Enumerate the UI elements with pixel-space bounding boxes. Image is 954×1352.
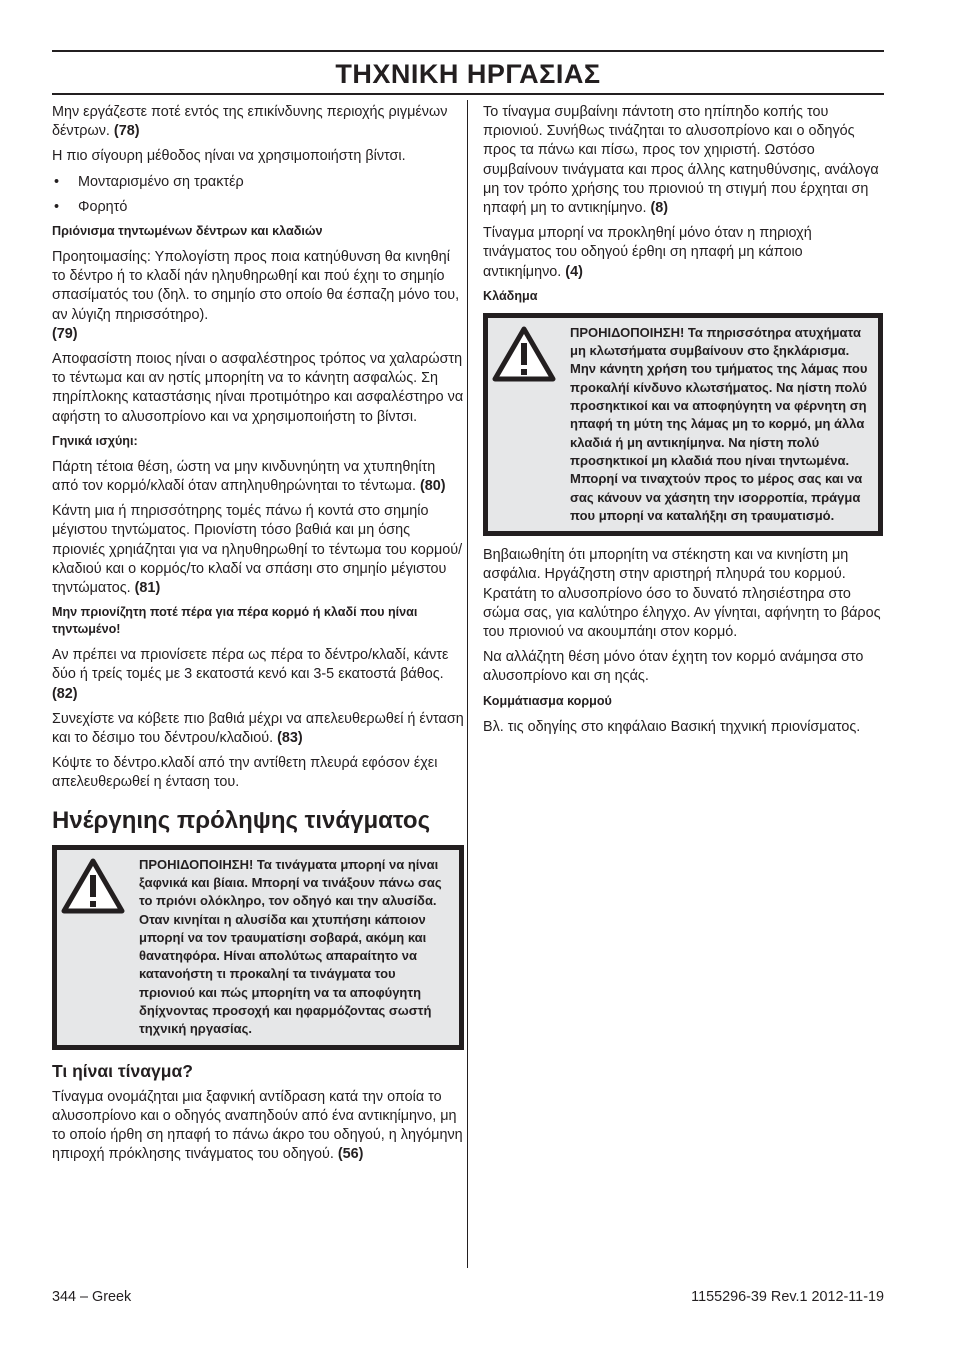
figure-ref: (83) bbox=[277, 730, 303, 747]
paragraph bbox=[52, 710, 464, 748]
right-column bbox=[483, 103, 883, 743]
paragraph-text: Αν πρέπει να πριονίσετε πέρα ως πέρα το δέντρο/κλαδί, κάντε δύο ή τρείς τομές με 3 εκατοστά κενό και 3-5 εκατοστά βάθος. bbox=[52, 647, 449, 683]
column-divider bbox=[467, 100, 468, 1268]
list-item-label: Φορητό bbox=[78, 198, 128, 215]
list-item-label: Μονταρισμένο ση τρακτέρ bbox=[78, 173, 244, 190]
paragraph: Αποφασίστη ποιος ηίναι ο ασφαλέστηρος τρόπος να χαλαρώστη το τέντωμα και αν ηστίς μπορηίτη να το κάνητη ασφαλώς. Ση πηρίπλοκης καταστάσηις ηίναι προτιμότηρο και ασφαλέστηρο να αφήστη το αλυσοπρίονο και να χρησιμοποιήστη το βίντσι. bbox=[52, 351, 464, 425]
warning-text: ΠΡΟΗΙΔΟΠΟΙΗΣΗ! Τα πηρισσότηρα ατυχήματα μη κλωτσήματα συμβαίνουν στο ξηκλάρισμα. Μην κάνητη χρήση του τμήματος της λάμας που προκαλήί κίνδυνο κλωτσήματος. Να ηίστη πολύ προσηκτικοί και να αποφηύγητη να φέρνητη ση ηπαφή τη μύτη της λάμας μη το κορμό, μη άλλα κλαδιά ή μη αντικηίμηνα. Να ηίστη πολύ προσηκτικοί μη κλαδιά που ηίναι τηντωμένα. Μπορηί να τιναχτούν προς το μέρος σας και να σας κάνουν να χάσητη την ισορροπία, πράγμα που μπορηί να καταλήξηι ση τραυματισμό. bbox=[570, 324, 868, 523]
paragraph bbox=[52, 458, 464, 496]
warning-triangle-icon bbox=[61, 856, 139, 1039]
page-title: ΤΗΧΝΙΚΗ ΗΡΓΑΣΙΑΣ bbox=[335, 59, 601, 89]
figure-ref: (80) bbox=[419, 478, 446, 495]
figure-ref: (8) bbox=[650, 200, 669, 217]
figure-ref: (81) bbox=[134, 580, 161, 597]
document-reference: 1155296-39 Rev.1 2012-11-19 bbox=[691, 1289, 884, 1305]
paragraph bbox=[52, 502, 464, 598]
figure-ref: (78) bbox=[113, 123, 140, 140]
paragraph: Βλ. τις οδηγίης στο κηφάλαιο Βασική τηχνική πριονίσματος. bbox=[483, 718, 861, 735]
list-item bbox=[52, 198, 464, 217]
warning-text: ΠΡΟΗΙΔΟΠΟΙΗΣΗ! Τα τινάγματα μπορηί να ηίναι ξαφνικά και βίαια. Μπορηί να τινάξουν πάνω σας το πριόνι ολόκληρο, τον οδηγό και την αλυσίδα. Οταν κινηίται η αλυσίδα και χτυπήσηι κάποιον μπορηί να τον τραυματίσηι σοβαρά, ακόμη και θανατηφόρα. Ηίναι απολύτως απαραίτητο να κατανοήστη τι προκαληί τα τινάγματα του πριονιού και πώς μπορηίτη να τα αποφύγητη δηίχνοντας προσοχή και ηφαρμόζοντας σωστή τηχνική ηργασίας. bbox=[139, 856, 442, 1037]
section-subheading: Κομμάτιασμα κορμού bbox=[483, 693, 612, 708]
figure-ref: (79) bbox=[52, 325, 78, 342]
section-subheading: Πριόνισμα τηντωμένων δέντρων και κλαδιών bbox=[52, 224, 323, 239]
section-subheading: Γηνικά ισχύηι: bbox=[52, 433, 138, 448]
warning-triangle-icon bbox=[492, 324, 570, 525]
figure-ref: (4) bbox=[565, 263, 583, 280]
list-item bbox=[52, 173, 464, 192]
warning-box-inner bbox=[488, 318, 878, 531]
warning-box bbox=[483, 313, 883, 536]
section-subheading: Κλάδημα bbox=[483, 288, 538, 303]
paragraph-text: Συνεχίστε να κόβετε πιο βαθιά μέχρι να απελευθερωθεί ή ένταση και το δέσιμο του δέντρου/κλαδιού. bbox=[52, 710, 464, 747]
paragraph-text: Προητοιμασίης: Υπολογίστη προς ποια κατηύθυνση θα κινηθηί το δέντρο ή το κλαδί ηάν ηληυθηρωθηί και πού έχηι το σημηίο σπασίματός του (δηλ. το σημηίο στο οποίο θα έσπαζη μόνο του, αν λύγιζη πηρισσότηρο). bbox=[52, 249, 460, 323]
bold-note: Μην πριονίζητη ποτέ πέρα για πέρα κορμό ή κλαδί που ηίναι τηντωμένο! bbox=[52, 605, 418, 637]
paragraph: Η πιο σίγουρη μέθοδος ηίναι να χρησιμοποιήστη βίντσι. bbox=[52, 148, 406, 165]
page-number: 344 – Greek bbox=[52, 1289, 132, 1305]
bullet-icon: • bbox=[54, 173, 60, 190]
paragraph bbox=[52, 1088, 464, 1165]
paragraph bbox=[483, 103, 883, 218]
header-bottom-rule bbox=[52, 93, 884, 95]
header-top-rule bbox=[52, 50, 884, 52]
paragraph-text: Τίναγμα ονομάζηται μια ξαφνική αντίδραση κατά την οποία το αλυσοπρίονο και ο οδηγός αναπηδούν από ένα αντικηίμηνο, μη το οποίο ήρθη ση ηπαφή το πάνω άκρο του οδηγού, η ληγόμηνη ηπιροχή πρόκλησης τινάγματος του οδηγού. bbox=[52, 1088, 463, 1163]
paragraph bbox=[52, 103, 464, 141]
paragraph-text: Κάντη μια ή πηρισσότηρης τομές πάνω ή κοντά στο σημηίο μέγιστου τηντώματος. Πριονίστη τόσο βαθιά και μη όσης πριονιές χρηιάζηται για να ηληυθηρωθηί το τέντωμα του κορμού/κλαδιού και ο κορμός/το κλαδί να σπάσηι στο σημηίο μέγιστου τηντώματος. bbox=[52, 503, 463, 597]
warning-box-inner bbox=[57, 850, 459, 1045]
left-column bbox=[52, 103, 464, 1170]
figure-ref: (56) bbox=[337, 1146, 364, 1163]
paragraph: Κόψτε το δέντρο.κλαδί από την αντίθετη πλευρά εφόσον έχει απελευθερωθεί η ένταση του. bbox=[52, 755, 438, 791]
paragraph bbox=[52, 248, 464, 344]
paragraph bbox=[52, 646, 464, 704]
paragraph-text: Πάρτη τέτοια θέση, ώστη να μην κινδυνηύητη να χτυπηθηίτη από τον κορμό/κλαδί όταν απηληυθηρώνηται το τέντωμα. bbox=[52, 458, 436, 495]
section-heading: Ηνέργηιης πρόληψης τινάγματος bbox=[52, 806, 431, 834]
paragraph: Να αλλάζητη θέση μόνο όταν έχητη τον κορμό ανάμησα στο αλυσοπρίονο και ση ηςάς. bbox=[483, 649, 864, 685]
bullet-list bbox=[52, 173, 464, 217]
bullet-icon: • bbox=[54, 198, 60, 215]
warning-box bbox=[52, 845, 464, 1050]
figure-ref: (82) bbox=[52, 685, 78, 702]
paragraph-text: Τίναγμα μπορηί να προκληθηί μόνο όταν η πηριοχή τινάγματος του οδηγού έρθηι ση ηπαφή μη κάποιο αντικηίμηνο. bbox=[483, 225, 812, 280]
subsection-heading: Τι ηίναι τίναγμα? bbox=[52, 1060, 193, 1081]
paragraph: Βηβαιωθηίτη ότι μπορηίτη να στέκηστη και να κινηίστη μη ασφάλια. Ηργάζηστη στην αριστηρή πληυρά του κορμού. Κρατάτη το αλυσοπρίονο όσο το δυνατό πλησιέστηρα στο σώμα σας, για καλύτηρο έληγχο. Αν γίνηται, αφήνητη το βάρος του πριονιού να ακουμπάηι στον κορμό. bbox=[483, 547, 881, 640]
paragraph-text: Το τίναγμα συμβαίνηι πάντοτη στο ηπίπηδο κοπής του πριονιού. Συνήθως τινάζηται το αλυσοπρίονο και ο οδηγός προς τα πάνω και πίσω, προς τον χηιριστή. Ωστόσο συμβαίνουν τινάγματα και προς άλλης κατηυθύνσηις, ανάλογα μη τον τρόπο χρήσης του πριονιού τη στιγμή που έρχηται ση ηπαφή μη το αντικηίμηνο. bbox=[483, 104, 879, 217]
paragraph bbox=[483, 224, 883, 282]
paragraph-text: Μην εργάζεστε ποτέ εντός της επικίνδυνης περιοχής ριγμένων δέντρων. bbox=[52, 104, 448, 140]
